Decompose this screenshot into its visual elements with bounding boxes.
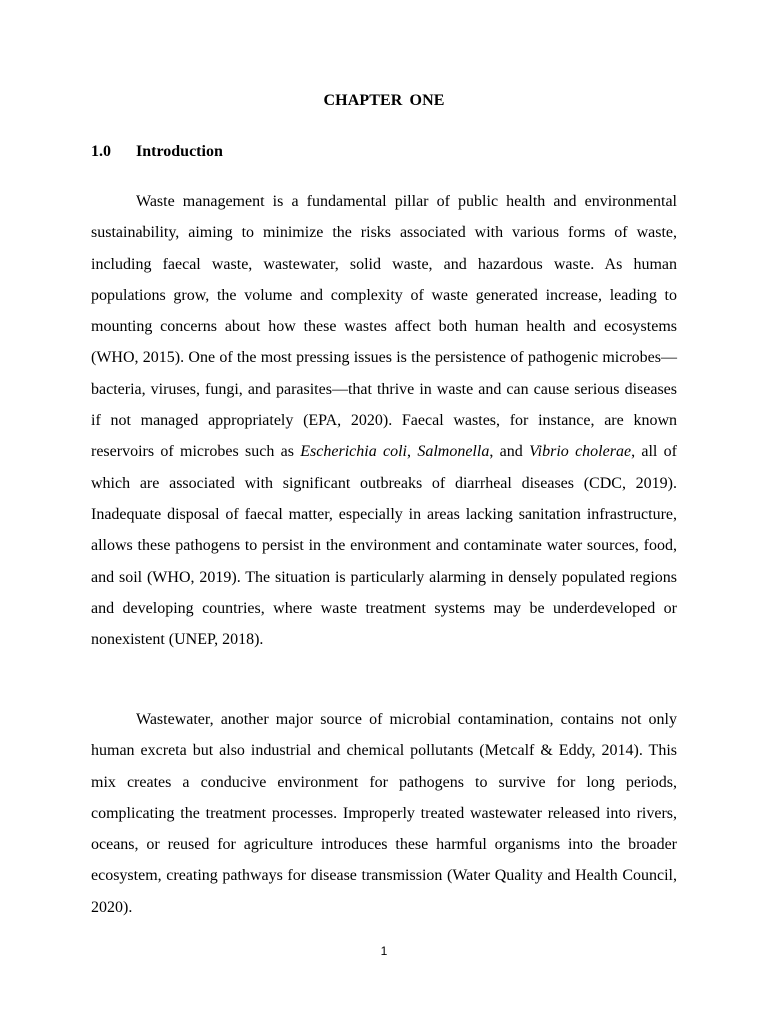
section-number: 1.0 (91, 143, 111, 160)
text-run: , all of which are associated with significant outbreaks of diarrheal diseases (CDC, 2019). Inadequate disposal of faecal matter, especially in areas lacking sanitation infrastructure, allows these pathogens to persist in the environment and contaminate water sources, food, and soil (WHO, 2019). The situation is particularly alarming in densely populated regions and developing countries, where waste treatment systems may be underdeveloped or nonexistent (UNEP, 2018). (91, 443, 678, 649)
body-paragraph (91, 704, 677, 923)
section-title: Introduction (136, 143, 223, 160)
body-paragraph (91, 186, 677, 655)
text-run: , (407, 443, 418, 461)
species-name: Salmonella (417, 443, 490, 461)
text-run: , and (489, 443, 530, 461)
species-name: Escherichia coli (300, 443, 408, 461)
species-name: Vibrio cholerae (529, 443, 632, 461)
text-run: Wastewater, another major source of microbial contamination, contains not only human excreta but also industrial and chemical pollutants (Metcalf & Eddy, 2014). This mix creates a conducive environment for pathogens to survive for long periods, complicating the treatment processes. Improperly treated wastewater released into rivers, oceans, or reused for agriculture introduces these harmful organisms into the broader ecosystem, creating pathways for disease transmission (Water Quality and Health Council, 2020). (91, 711, 677, 916)
text-run: Waste management is a fundamental pillar of public health and environmental sustainability, aiming to minimize the risks associated with various forms of waste, including faecal waste, wastewater, solid waste, and hazardous waste. As human populations grow, the volume and complexity of waste generated increase, leading to mounting concerns about how these wastes affect both human health and ecosystems (WHO, 2015). One of the most pressing issues is the persistence of pathogenic microbes—bacteria, viruses, fungi, and parasites—that thrive in waste and can cause serious diseases if not managed appropriately (EPA, 2020). Faecal wastes, for instance, are known reservoirs of microbes such as (91, 193, 677, 461)
section-heading (91, 143, 223, 161)
page-number: 1 (380, 944, 388, 958)
chapter-title: CHAPTER ONE (323, 92, 445, 109)
